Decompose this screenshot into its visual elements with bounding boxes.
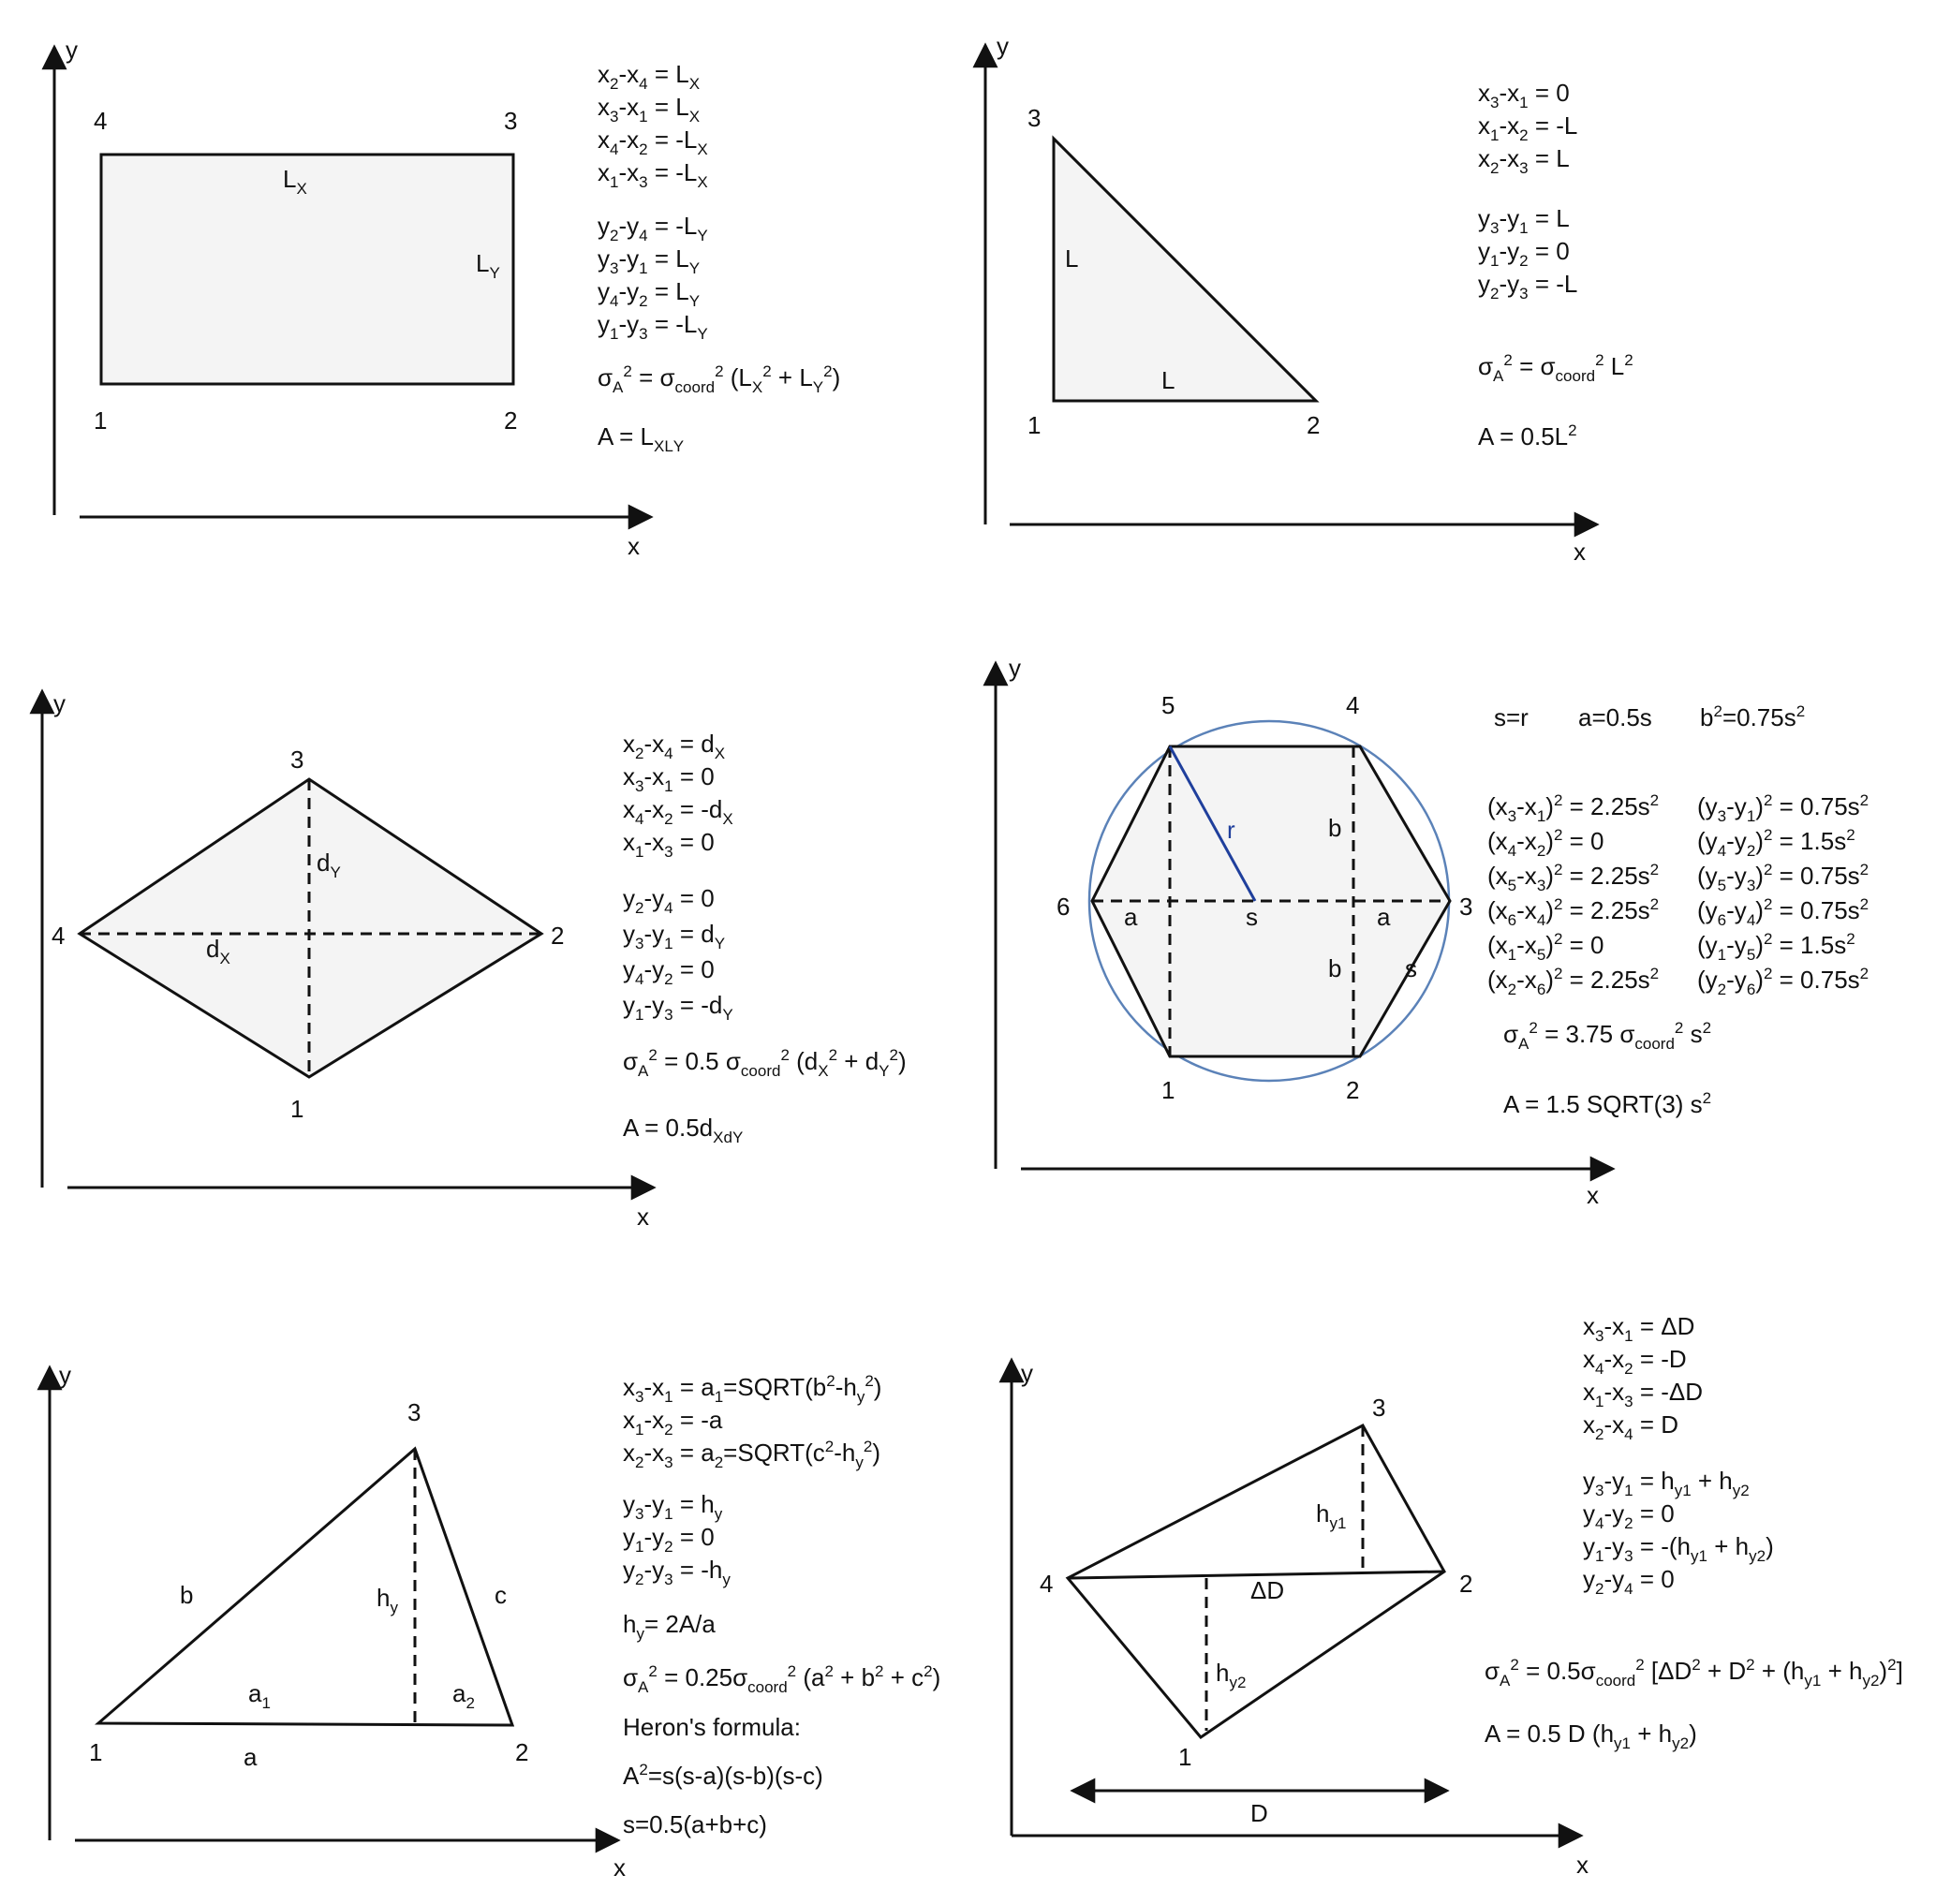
side-label-c: c [495, 1581, 507, 1609]
equation-block [1485, 1312, 1903, 1752]
equation: $x_2-x_4 = D$ [1583, 1410, 1679, 1443]
equation: $A = 0.5d_{XdY}$ [623, 1114, 744, 1146]
x-axis-label: x [613, 1853, 626, 1882]
equation: $x_2-x_4 = L_X$ [598, 60, 701, 93]
equation: s=r [1494, 703, 1529, 731]
vertex-label-2: 2 [504, 406, 518, 435]
equation: $x_1-x_2 = -L$ [1478, 111, 1578, 144]
equation: $y_4-y_2 = L_Y$ [598, 277, 701, 310]
equation: $A^2=s(s-a)(s-b)(s-c)$ [623, 1761, 823, 1790]
equation: $y_1-y_3 = -L_Y$ [598, 310, 708, 343]
equation: $y_3-y_1 = L_Y$ [598, 244, 701, 277]
equation: $x_4-x_2 = -D$ [1583, 1345, 1687, 1378]
side-label-s-center: s [1246, 903, 1258, 931]
equation: $(x_1-x_5)^2 = 0$ [1487, 930, 1604, 964]
equation: $\sigma_A^2 = 0.25\sigma_{coord}^2$ $(a^2 + b^2 + c^2)$ [623, 1662, 941, 1696]
x-axis-label: x [1587, 1181, 1599, 1209]
equation: $(x_3-x_1)^2 = 2.25s^2$ [1487, 791, 1660, 825]
equation: $(x_2-x_6)^2 = 2.25s^2$ [1487, 965, 1660, 998]
equation: $A = L_{XLY}$ [598, 422, 685, 455]
y-axis-label: y [66, 36, 78, 64]
equation: $y_3-y_1 = L$ [1478, 204, 1570, 237]
side-label-hy2: $h_{y2}$ [1216, 1659, 1247, 1691]
equation: $(y_1-y_5)^2 = 1.5s^2$ [1697, 930, 1855, 964]
side-label-b-bottom: b [1328, 954, 1342, 982]
equation: $y_1-y_3 = -(h_{y1} + h_{y2})$ [1583, 1532, 1774, 1565]
y-axis-label: y [53, 689, 66, 717]
side-label-a-left: a [1124, 903, 1138, 931]
equation: $\sigma_A^2 = \sigma_{coord}^2$ $L^2$ [1478, 351, 1633, 385]
equation: $x_4-x_2 = -L_X$ [598, 125, 708, 158]
equation: $y_2-y_4 = 0$ [1583, 1565, 1675, 1598]
vertex-label-1: 1 [1027, 411, 1042, 439]
vertex-label-2: 2 [1459, 1570, 1473, 1598]
rectangle-shape [101, 155, 513, 384]
equation: $y_4-y_2 = 0$ [1583, 1499, 1675, 1532]
vertex-label-3: 3 [1027, 104, 1042, 132]
equation: $x_2-x_4 = d_X$ [623, 730, 726, 762]
vertex-label-6: 6 [1057, 893, 1071, 921]
equation: $x_1-x_3 = -L_X$ [598, 158, 708, 191]
equation: $x_4-x_2 = -d_X$ [623, 795, 733, 828]
equation: $y_3-y_1 = d_Y$ [623, 920, 726, 952]
y-axis-label: y [997, 32, 1009, 60]
panel-rectangle [54, 36, 840, 560]
panel-right-triangle [985, 32, 1633, 566]
side-label-hy: $h_y$ [377, 1584, 398, 1616]
vertex-label-3: 3 [1372, 1394, 1386, 1422]
vertex-label-4: 4 [1346, 691, 1360, 719]
side-label-b: b [180, 1581, 194, 1609]
side-label-b-top: b [1328, 814, 1342, 842]
vertex-label-3: 3 [504, 107, 518, 135]
equation: $x_1-x_3 = -\Delta D$ [1583, 1378, 1704, 1410]
equation: $x_3-x_1 = 0$ [1478, 79, 1570, 111]
side-label-lx: $L_X$ [283, 165, 307, 198]
equation: $b^2=0.75s^2$ [1700, 702, 1806, 731]
radius-label: r [1227, 816, 1235, 844]
side-label-delta-d: ΔD [1250, 1576, 1285, 1604]
equation: $x_2-x_3 = L$ [1478, 144, 1570, 177]
equation-block-left [1487, 791, 1659, 998]
equation: $x_3-x_1 = 0$ [623, 762, 715, 795]
side-label-ly: $L_Y$ [476, 249, 500, 282]
equation: $y_4-y_2 = 0$ [623, 955, 715, 988]
vertex-label-1: 1 [290, 1095, 304, 1123]
vertex-label-1: 1 [89, 1738, 103, 1766]
panel-hexagon [996, 654, 1869, 1209]
side-label-a-right: a [1377, 903, 1391, 931]
y-axis-label: y [1009, 654, 1021, 682]
equation: $\sigma_A^2 = 3.75$ $\sigma_{coord}^2$ $s^2$ [1503, 1019, 1712, 1053]
equation: $x_1-x_2 = -a$ [623, 1406, 723, 1439]
x-axis-label: x [1576, 1851, 1589, 1879]
vertex-label-2: 2 [515, 1738, 529, 1766]
side-label-s-edge: s [1405, 954, 1417, 982]
equation: $(y_5-y_3)^2 = 0.75s^2$ [1697, 861, 1869, 894]
x-axis-label: x [1574, 538, 1586, 566]
y-axis-label: y [59, 1361, 71, 1389]
panel-quadrilateral [1012, 1312, 1903, 1879]
equation-block [623, 1372, 940, 1838]
panel-rhombus [42, 689, 907, 1231]
equation: s=0.5(a+b+c) [623, 1810, 767, 1838]
equation: $x_3-x_1 = L_X$ [598, 93, 701, 125]
equation: $x_3-x_1$ = $a_1=SQRT(b^2-h_y^2)$ [623, 1372, 882, 1406]
equation: $y_2-y_4 = -L_Y$ [598, 212, 708, 244]
equation: $y_2-y_3 = -h_y$ [623, 1556, 731, 1588]
vertex-label-3: 3 [1459, 893, 1473, 921]
equation: $A = 0.5L^2$ [1478, 421, 1577, 450]
equation: $y_3-y_1 = h_{y1} + h_{y2}$ [1583, 1467, 1750, 1499]
side-label-dx: $d_X$ [206, 935, 230, 967]
equation: A = 1.5 SQRT(3) $s^2$ [1503, 1089, 1712, 1118]
vertex-label-1: 1 [94, 406, 108, 435]
equation: $y_3-y_1 = h_y$ [623, 1490, 723, 1523]
side-label-l-horizontal: L [1161, 366, 1175, 394]
side-label-dy: $d_Y$ [317, 849, 341, 881]
side-label-a: a [244, 1743, 258, 1771]
equation: $x_1-x_3 = 0$ [623, 828, 715, 861]
equation-block [623, 730, 907, 1146]
panel-general-triangle [50, 1361, 940, 1882]
y-axis-label: y [1021, 1359, 1033, 1387]
vertex-label-3: 3 [407, 1398, 421, 1426]
equation: $y_1-y_2 = 0$ [623, 1523, 715, 1556]
vertex-label-4: 4 [1040, 1570, 1054, 1598]
general-triangle-shape [98, 1449, 512, 1725]
equation: $(y_6-y_4)^2 = 0.75s^2$ [1697, 895, 1869, 929]
vertex-label-1: 1 [1161, 1076, 1175, 1104]
equation: $y_2-y_4 = 0$ [623, 884, 715, 917]
vertex-label-4: 4 [94, 107, 108, 135]
equation: $y_1-y_2 = 0$ [1478, 237, 1570, 270]
equation: $(y_2-y_6)^2 = 0.75s^2$ [1697, 965, 1869, 998]
equation: $\sigma_A^2 = \sigma_{coord}^2$ $(L_X^2 + L_Y^2)$ [598, 362, 841, 396]
equation: $(y_3-y_1)^2 = 0.75s^2$ [1697, 791, 1869, 825]
side-label-hy1: $h_{y1}$ [1316, 1499, 1347, 1532]
equation: $(y_4-y_2)^2 = 1.5s^2$ [1697, 826, 1855, 860]
right-triangle-shape [1054, 139, 1316, 401]
equation: $\sigma_A^2 = 0.5\sigma_{coord}^2$ $[\Delta D^2 + D^2 + (h_{y1} + h_{y2})^2]$ [1485, 1656, 1903, 1690]
side-label-l-vertical: L [1065, 244, 1079, 273]
equation: $y_2-y_3 = -L$ [1478, 270, 1578, 303]
vertex-label-5: 5 [1161, 691, 1175, 719]
equation: $x_3-x_1 = \Delta D$ [1583, 1312, 1695, 1345]
vertex-label-3: 3 [290, 745, 304, 774]
equation: Heron's formula: [623, 1713, 801, 1741]
equation: $x_2-x_3$ = $a_2=SQRT(c^2-h_y^2)$ [623, 1438, 881, 1471]
x-axis-label: x [637, 1203, 649, 1231]
equation: A = 0.5 D $(h_{y1} + h_{y2})$ [1485, 1720, 1697, 1752]
equation: $(x_4-x_2)^2 = 0$ [1487, 826, 1604, 860]
vertex-label-2: 2 [1307, 411, 1321, 439]
vertex-label-2: 2 [1346, 1076, 1360, 1104]
side-label-d: D [1250, 1799, 1268, 1827]
side-label-a1: $a_1$ [248, 1679, 271, 1712]
equation: $h_y= 2A/a$ [623, 1610, 716, 1643]
equation: $(x_6-x_4)^2 = 2.25s^2$ [1487, 895, 1660, 929]
equation: a=0.5s [1578, 703, 1652, 731]
equation-block [1478, 79, 1633, 450]
equation-block [1503, 1019, 1711, 1118]
equation: $y_1-y_3 = -d_Y$ [623, 991, 733, 1024]
vertex-label-4: 4 [52, 922, 66, 950]
equation: $(x_5-x_3)^2 = 2.25s^2$ [1487, 861, 1660, 894]
x-axis-label: x [628, 532, 640, 560]
vertex-label-1: 1 [1178, 1743, 1192, 1771]
side-label-a2: $a_2$ [452, 1679, 475, 1712]
vertex-label-2: 2 [551, 922, 565, 950]
equation-block-right [1697, 791, 1869, 998]
equation: $\sigma_A^2 = 0.5$ $\sigma_{coord}^2$ $(d_X^2 + d_Y^2)$ [623, 1046, 907, 1080]
hexagon-header [1494, 702, 1805, 731]
equation-block [598, 60, 840, 455]
